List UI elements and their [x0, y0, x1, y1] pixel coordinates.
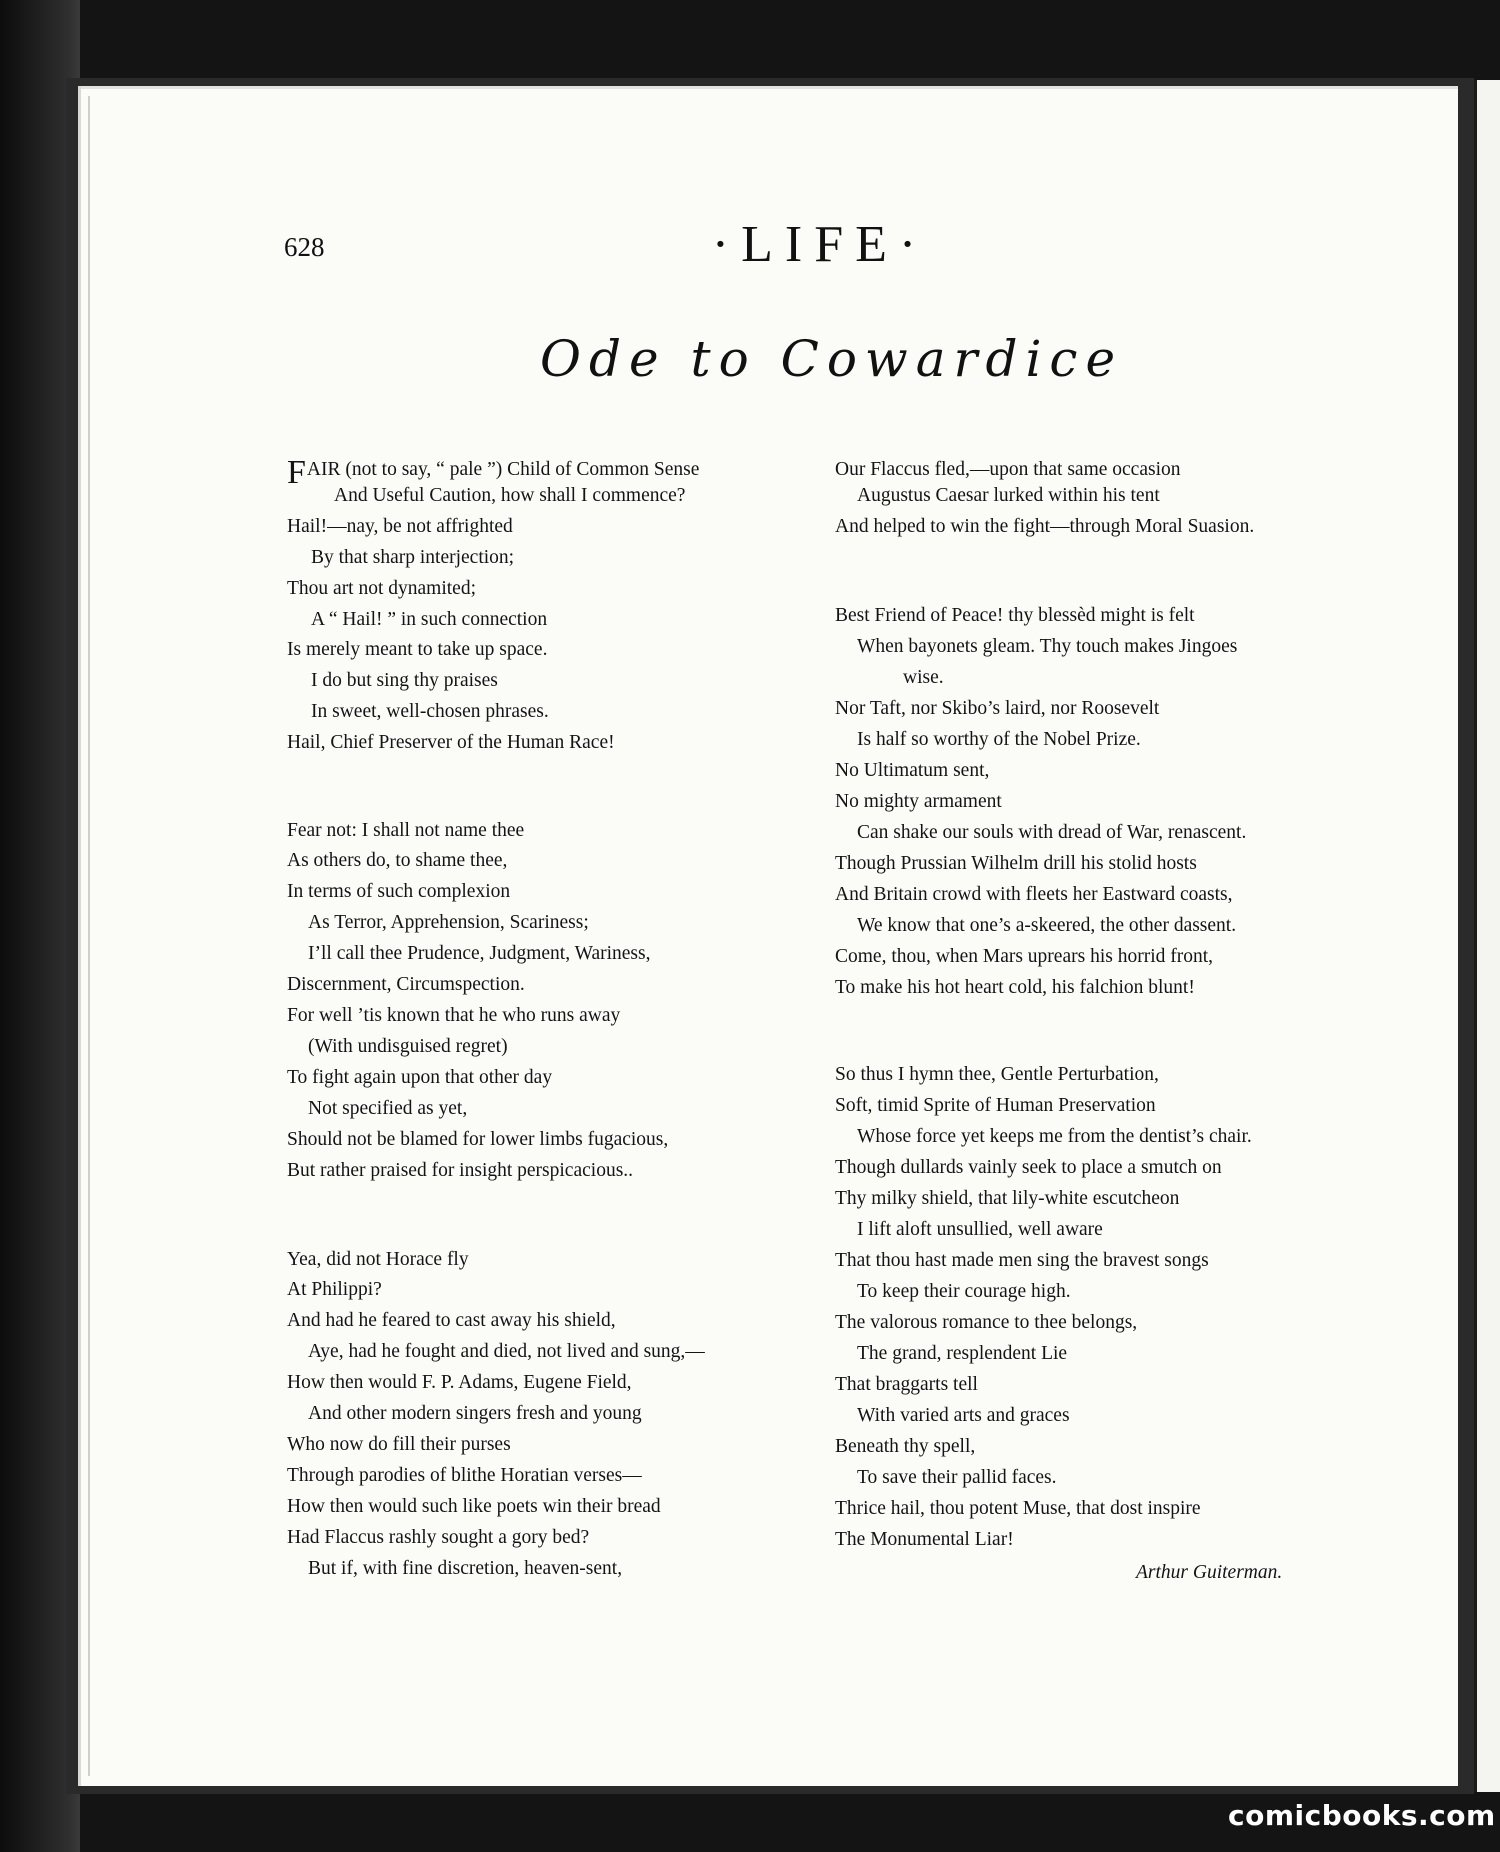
poem-line-text: In sweet, well-chosen phrases. [311, 701, 549, 722]
poem-line [857, 1466, 1057, 1490]
poem-line [857, 821, 1246, 845]
poem-line-text: We know that one’s a-skeered, the other dassent. [857, 915, 1237, 936]
poem-line [857, 1342, 1067, 1366]
poem-line [287, 638, 547, 662]
poem-line-text: Is merely meant to take up space. [287, 639, 548, 660]
poem-line-text: Nor Taft, nor Skibo’s laird, nor Roosevelt [835, 698, 1160, 719]
poem-line-text: Should not be blamed for lower limbs fugacious, [287, 1129, 669, 1150]
poem-line [835, 458, 1181, 482]
poem-line [835, 883, 1232, 907]
poem-line [311, 608, 547, 632]
poem-line-text: Can shake our souls with dread of War, renascent. [857, 822, 1247, 843]
poem-line [287, 973, 525, 997]
poem-line [308, 1035, 508, 1059]
poem-line-text: Aye, had he fought and died, not lived and sung,— [308, 1341, 705, 1362]
poem-line-text: I’ll call thee Prudence, Judgment, Wariness, [308, 943, 651, 964]
poem-line [287, 1248, 469, 1272]
watermark: comicbooks.com [1228, 1799, 1496, 1832]
poem-line [835, 1094, 1156, 1118]
poem-line [287, 1309, 616, 1333]
poem-line-text: Augustus Caesar lurked within his tent [857, 485, 1160, 506]
poem-line-text: So thus I hymn thee, Gentle Perturbation, [835, 1064, 1159, 1085]
poem-line-text: Fear not: I shall not name thee [287, 820, 525, 841]
poem-line-text: How then would such like poets win their bread [287, 1496, 661, 1517]
poem-line-text: To save their pallid faces. [857, 1467, 1057, 1488]
poem-line-text: And Britain crowd with fleets her Eastward coasts, [835, 884, 1233, 905]
poem-line-text: I lift aloft unsullied, well aware [857, 1219, 1103, 1240]
poem-line [835, 604, 1195, 628]
poem-line [311, 546, 514, 570]
poem-line [857, 1280, 1071, 1304]
poem-line [287, 515, 513, 539]
poem-line [857, 1218, 1103, 1242]
poem-line [311, 669, 498, 693]
poem-line-text: That braggarts tell [835, 1374, 978, 1395]
next-page-strip [1474, 80, 1500, 1792]
poem-line-text: At Philippi? [287, 1279, 382, 1300]
poem-line [308, 1097, 467, 1121]
poem-line [835, 1528, 1014, 1552]
poem-line-text: To fight again upon that other day [287, 1067, 553, 1088]
poem-title: Ode to Cowardice [540, 330, 1124, 388]
poem-line [835, 1063, 1159, 1087]
poem-line [287, 819, 524, 843]
poem-line [857, 484, 1160, 508]
poem-line [287, 454, 700, 491]
poem-line-text: Thrice hail, thou potent Muse, that dost inspire [835, 1498, 1201, 1519]
poem-line [835, 1249, 1209, 1273]
poem-line-text: And Useful Caution, how shall I commence? [334, 485, 686, 506]
poem-line [287, 1128, 668, 1152]
poem-line [835, 1373, 978, 1397]
poem-line-text: The valorous romance to thee belongs, [835, 1312, 1138, 1333]
poem-line-text: wise. [903, 667, 944, 688]
poem-line [835, 1187, 1179, 1211]
poem-line [835, 1497, 1201, 1521]
poem-line-text: And had he feared to cast away his shield, [287, 1310, 616, 1331]
poem-line [835, 1156, 1222, 1180]
poem-line-text: As others do, to shame thee, [287, 850, 508, 871]
poem-line-text: For well ’tis known that he who runs away [287, 1005, 621, 1026]
poem-line-text: Not specified as yet, [308, 1098, 468, 1119]
poem-line-text: No Ultimatum sent, [835, 760, 990, 781]
poem-line [835, 790, 1002, 814]
poem-line [308, 911, 589, 935]
poem-line [835, 1311, 1137, 1335]
poem-line-text: Thou art not dynamited; [287, 578, 477, 599]
poem-line [857, 635, 1237, 659]
page-number: 628 [284, 232, 325, 262]
poem-line [835, 759, 989, 783]
poem-line [835, 976, 1195, 1000]
poem-line [857, 1404, 1070, 1428]
poem-line [308, 1557, 622, 1581]
poem-line-text: The grand, resplendent Lie [857, 1343, 1068, 1364]
poem-line [287, 1495, 661, 1519]
poem-line-text: As Terror, Apprehension, Scariness; [308, 912, 589, 933]
poem-line [287, 1159, 633, 1183]
poem-line [287, 1526, 589, 1550]
poem-line [287, 1464, 642, 1488]
poem-line-text: Had Flaccus rashly sought a gory bed? [287, 1527, 590, 1548]
poem-line [308, 942, 650, 966]
poem-line-text: Is half so worthy of the Nobel Prize. [857, 729, 1141, 750]
poem-line-text: Hail, Chief Preserver of the Human Race! [287, 732, 615, 753]
poem-line-text: Whose force yet keeps me from the dentist’s chair. [857, 1126, 1252, 1147]
poem-line [287, 880, 510, 904]
poem-line-text: Discernment, Circumspection. [287, 974, 525, 995]
poem-line [287, 849, 507, 873]
poem-line-text: Thy milky shield, that lily-white escutcheon [835, 1188, 1180, 1209]
poem-line-text: When bayonets gleam. Thy touch makes Jingoes [857, 636, 1238, 657]
poem-line [857, 728, 1141, 752]
poem-line-text: (With undisguised regret) [308, 1036, 508, 1057]
poem-line-text: Best Friend of Peace! thy blessèd might is felt [835, 605, 1195, 626]
poem-line-text: But if, with fine discretion, heaven-sent, [308, 1558, 623, 1579]
poem-line-text: Soft, timid Sprite of Human Preservation [835, 1095, 1156, 1116]
poem-line [857, 1125, 1252, 1149]
poem-line [311, 700, 549, 724]
poem-line-text: That thou hast made men sing the bravest songs [835, 1250, 1209, 1271]
poem-line-text: Our Flaccus fled,—upon that same occasion [835, 459, 1181, 480]
poem-line-text: Beneath thy spell, [835, 1436, 976, 1457]
poem-line-text: With varied arts and graces [857, 1405, 1070, 1426]
poem-line [287, 1433, 511, 1457]
masthead: ·LIFE· [711, 216, 929, 273]
poem-line-text: Come, thou, when Mars uprears his horrid front, [835, 946, 1214, 967]
poem-line [287, 1278, 382, 1302]
author-signature: Arthur Guiterman. [1136, 1562, 1283, 1583]
poem-line-text: AIR (not to say, “ pale ”) Child of Common Sense [306, 459, 700, 480]
poem-line-text: How then would F. P. Adams, Eugene Field, [287, 1372, 632, 1393]
poem-line [835, 515, 1254, 539]
poem-line [334, 484, 685, 508]
poem-line [308, 1402, 642, 1426]
poem-line-text: Yea, did not Horace fly [287, 1249, 469, 1270]
poem-line [287, 577, 476, 601]
page-edge [88, 96, 90, 1776]
poem-line-text: Though Prussian Wilhelm drill his stolid hosts [835, 853, 1197, 874]
poem-line-text: Through parodies of blithe Horatian verses— [287, 1465, 642, 1486]
poem-line-text: By that sharp interjection; [311, 547, 515, 568]
poem-line [857, 914, 1236, 938]
poem-line-text: To make his hot heart cold, his falchion blunt! [835, 977, 1195, 998]
poem-line-text: To keep their courage high. [857, 1281, 1071, 1302]
poem-line-text: Though dullards vainly seek to place a smutch on [835, 1157, 1222, 1178]
poem-line-text: But rather praised for insight perspicacious.. [287, 1160, 634, 1181]
poem-line-text: The Monumental Liar! [835, 1529, 1014, 1550]
poem-line [835, 945, 1213, 969]
page-gutter-line [1474, 80, 1477, 1792]
drop-cap: F [287, 454, 306, 491]
poem-line [835, 1435, 975, 1459]
poem-line [287, 731, 615, 755]
poem-line [287, 1371, 632, 1395]
poem-line-text: Who now do fill their purses [287, 1434, 511, 1455]
poem-line [287, 1004, 620, 1028]
poem-line-text: A “ Hail! ” in such connection [311, 609, 548, 630]
poem-line-text: No mighty armament [835, 791, 1002, 812]
poem-line-text: I do but sing thy praises [311, 670, 498, 691]
poem-line-text: And helped to win the fight—through Moral Suasion. [835, 516, 1255, 537]
poem-line [835, 697, 1159, 721]
poem-line [903, 666, 944, 690]
poem-line [835, 852, 1197, 876]
poem-line-text: In terms of such complexion [287, 881, 511, 902]
poem-line [308, 1340, 705, 1364]
poem-line-text: Hail!—nay, be not affrighted [287, 516, 513, 537]
poem-line-text: And other modern singers fresh and young [308, 1403, 642, 1424]
poem-line [287, 1066, 552, 1090]
